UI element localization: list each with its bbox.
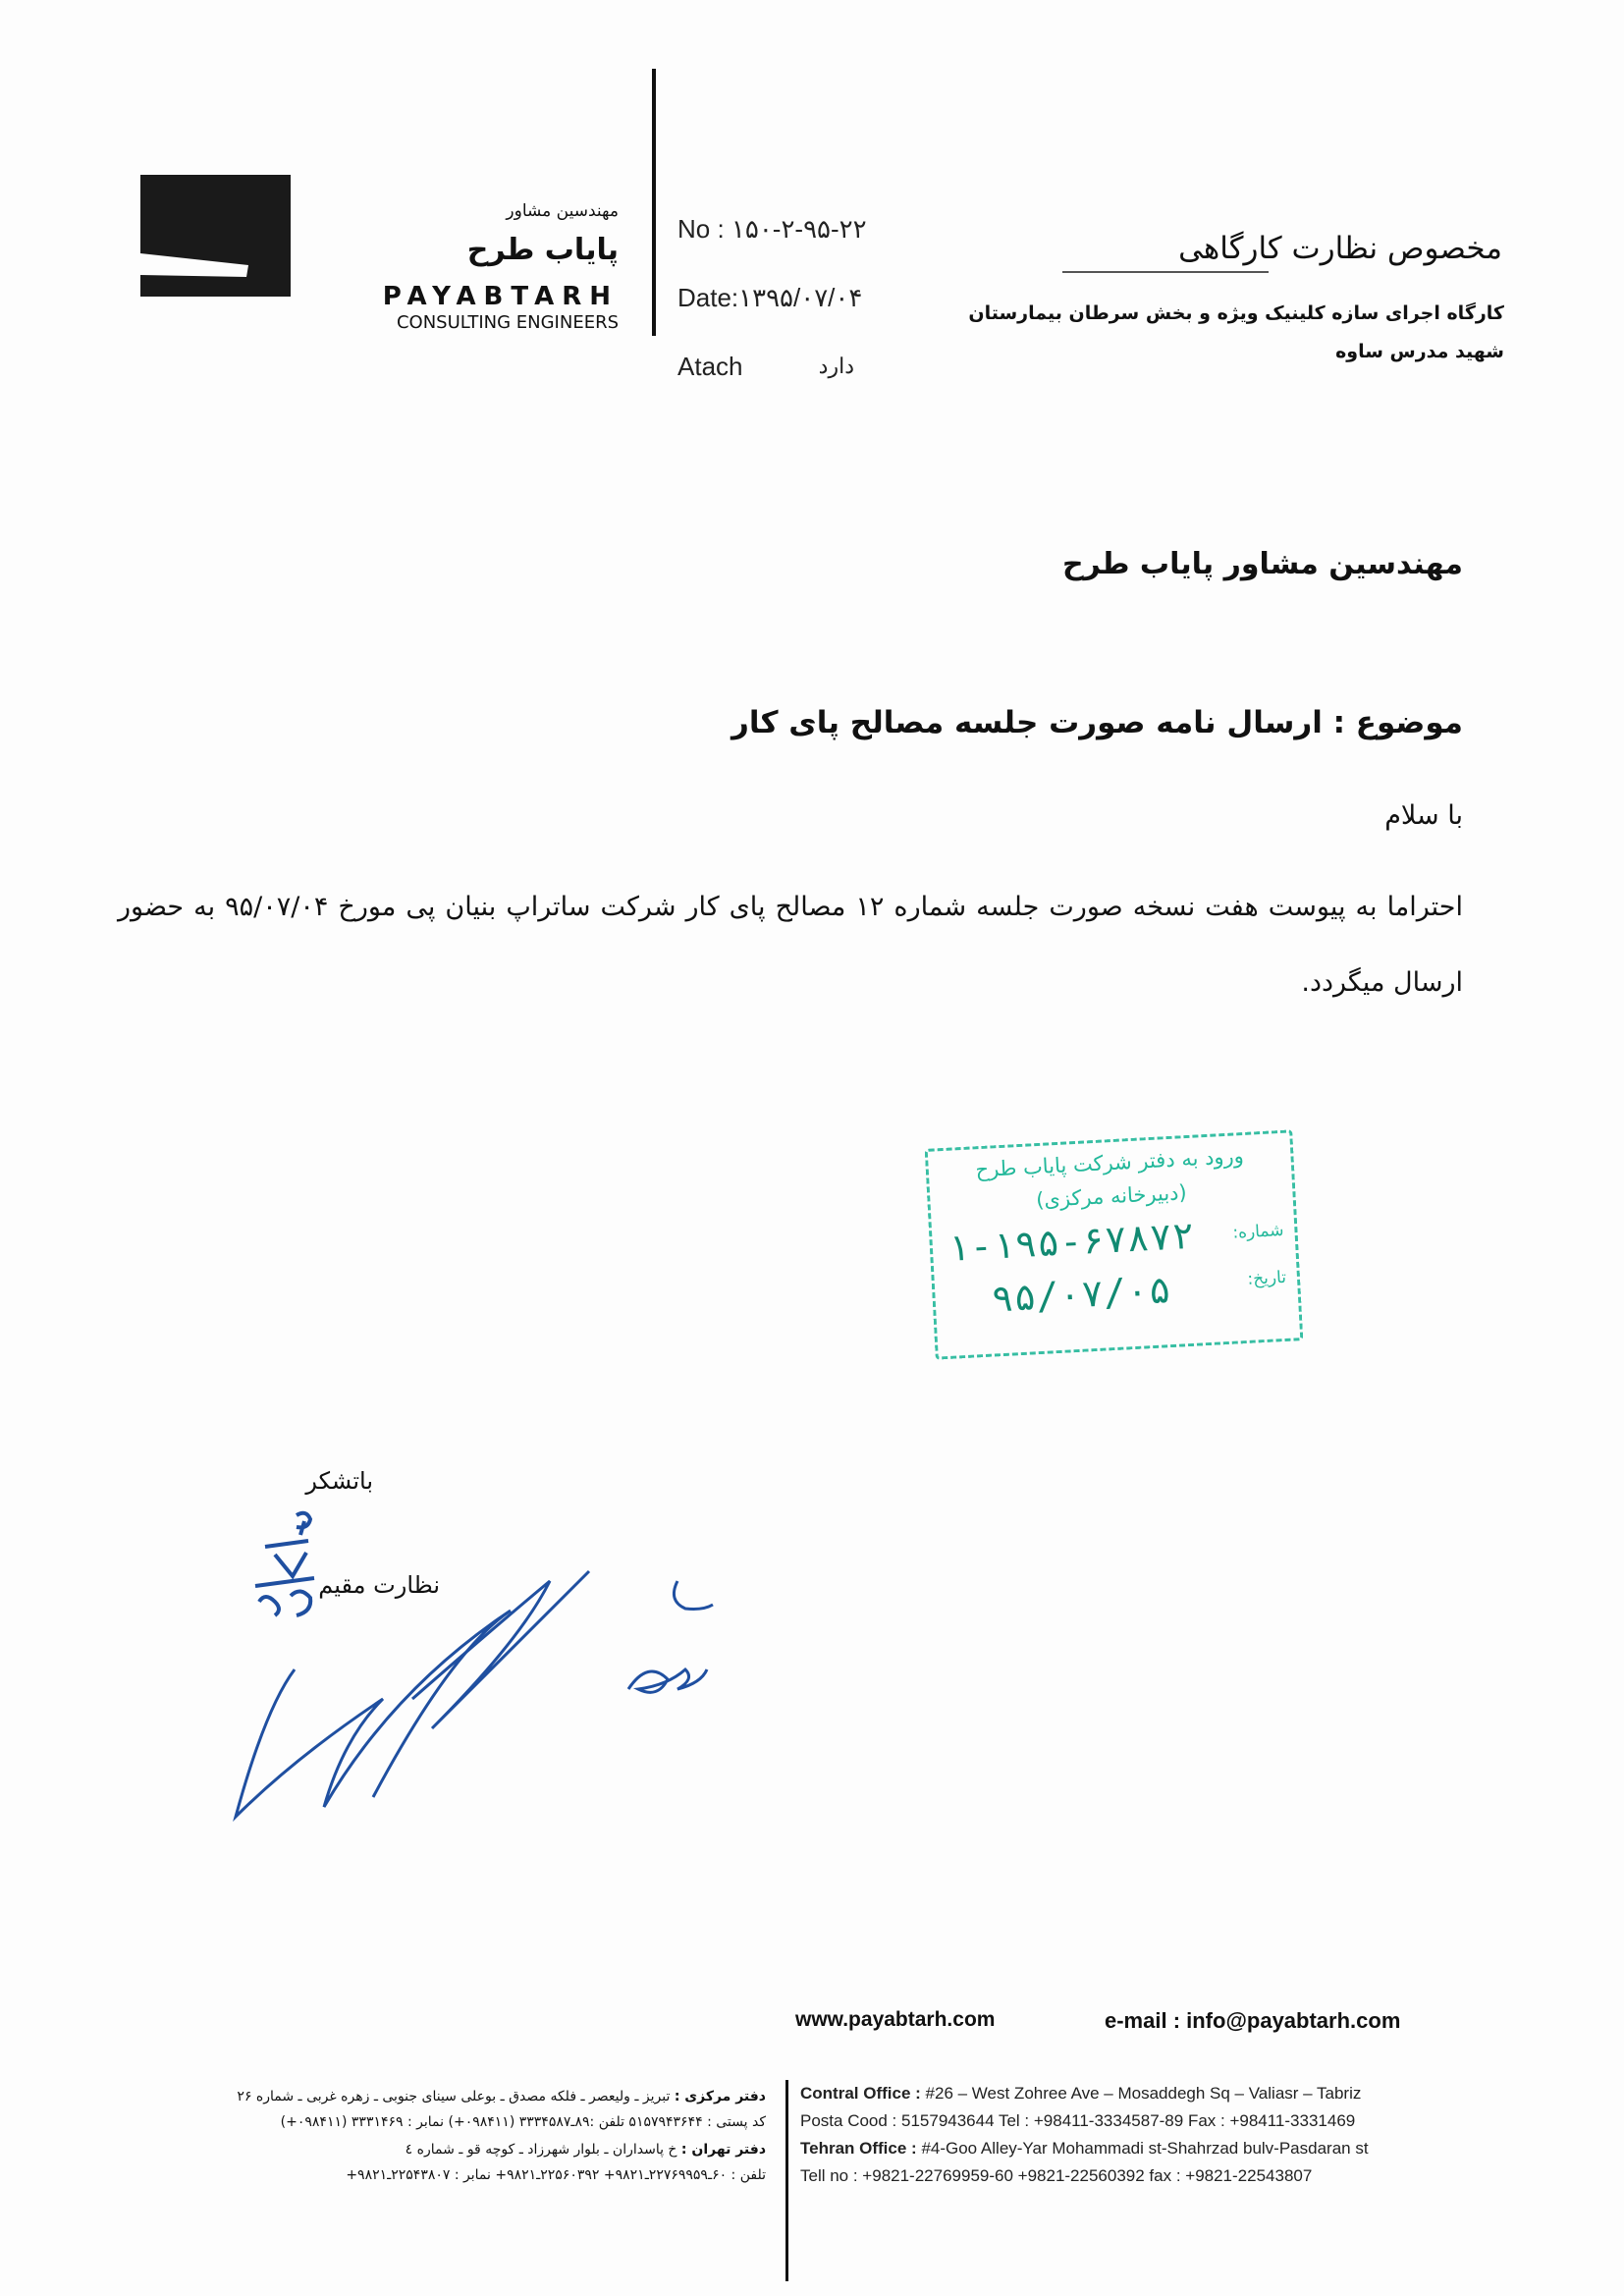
subject: موضوع : ارسال نامه صورت جلسه مصالح پای کار: [731, 705, 1463, 740]
stamp-subtitle: (دبیرخانه مرکزی): [1035, 1180, 1188, 1213]
footer-fa-postal: کد پستی : ۵۱۵۷۹۴۳۶۴۴ تلفن :۸۹ـ۳۳۳۴۵۸۷ (۰۹۸۴۱۱+) نمابر : ۳۳۳۱۴۶۹ (۰۹۸۴۱۱+): [280, 2114, 766, 2130]
logo-fa-subtitle: مهندسین مشاور: [506, 201, 619, 221]
stamp-date-value: ۹۵/۰۷/۰۵: [990, 1268, 1172, 1321]
logo-en-subtitle: CONSULTING ENGINEERS: [396, 312, 619, 333]
handwritten-signature: [216, 1561, 746, 1827]
footer-en-central-label: Contral Office :: [800, 2084, 921, 2103]
project-line-1: کارگاه اجرای سازه کلینیک ویژه و بخش سرطان بیمارستان: [968, 302, 1504, 324]
greeting: با سلام: [1384, 800, 1463, 831]
attachment-value: دارد: [818, 354, 854, 378]
logo-swoosh-icon: [140, 175, 291, 297]
footer-fa-tel: تلفن : ۶۰ـ۲۲۷۶۹۹۵۹ـ۹۸۲۱+ ۲۲۵۶۰۳۹۲ـ۹۸۲۱+ نمابر : ۲۲۵۴۳۸۰۷ـ۹۸۲۱+: [346, 2167, 766, 2183]
project-title: مخصوص نظارت کارگاهی: [1178, 231, 1502, 266]
footer-en-postal: Posta Cood : 5157943644 Tel : +98411-3334587-89 Fax : +98411-3331469: [800, 2111, 1356, 2130]
stamp-date-label: تاریخ:: [1246, 1267, 1287, 1289]
body-paragraph: احتراما به پیوست هفت نسخه صورت جلسه شماره ۱۲ مصالح پای کار شرکت ساتراپ بنیان پی مورخ ۹۵/۰۷/۰۴ به حضور ارسال میگردد.: [118, 892, 1463, 998]
footer-fa-tehran: [79, 2142, 766, 2158]
website-link[interactable]: www.payabtarh.com: [795, 2008, 996, 2031]
header-divider: [652, 69, 656, 336]
stamp-number-label: شماره:: [1231, 1220, 1284, 1243]
letter-date: Date:۱۳۹۵/۰۷/۰۴: [677, 283, 863, 312]
recipient: مهندسین مشاور پایاب طرح: [1061, 547, 1463, 581]
footer-fa-central-address: تبریز ـ ولیعصر ـ فلکه مصدق ـ بوعلی سینای جنوبی ـ زهره غربی ـ شماره ۲۶: [237, 2089, 671, 2105]
footer-en-tehran-address: #4-Goo Alley-Yar Mohammadi st-Shahrzad bulv-Pasdaran st: [921, 2139, 1369, 2158]
footer-en-tehran: [800, 2139, 1369, 2159]
stamp-number-value: ۱-۱۹۵-۶۷۸۷۲: [946, 1213, 1196, 1270]
letter-number: No : ۱۵۰-۲-۹۵-۲۲: [677, 214, 867, 244]
footer-en-tehran-label: Tehran Office :: [800, 2139, 917, 2158]
footer-fa-central-label: دفتر مرکزی :: [674, 2089, 766, 2105]
logo-mark: [140, 175, 291, 297]
footer-en-central: [800, 2084, 1361, 2104]
attachment-label: Atach: [677, 352, 743, 381]
footer-en-central-address: #26 – West Zohree Ave – Mosaddegh Sq – Valiasr – Tabriz: [925, 2084, 1362, 2103]
project-title-underline: [1062, 271, 1269, 273]
email-link[interactable]: e-mail : info@payabtarh.com: [1105, 2008, 1401, 2033]
footer-en-tel: Tell no : +9821-22769959-60 +9821-22560392 fax : +9821-22543807: [800, 2166, 1313, 2185]
signer-role: نظارت مقیم: [318, 1571, 440, 1599]
closing-thanks: باتشکر: [305, 1467, 373, 1495]
footer-fa-tehran-label: دفتر تهران :: [680, 2142, 766, 2158]
footer-fa-central: [79, 2089, 766, 2105]
logo-en-name: PAYABTARH: [382, 282, 619, 311]
stamp-title: ورود به دفتر شرکت پایاب طرح: [974, 1143, 1245, 1182]
footer-fa-tehran-address: خ پاسداران ـ بلوار شهرزاد ـ کوچه قو ـ شماره ٤: [405, 2142, 677, 2158]
footer-divider: [785, 2080, 788, 2281]
logo-fa-name: پایاب طرح: [466, 233, 619, 267]
project-line-2: شهید مدرس ساوه: [1335, 341, 1504, 362]
receipt-stamp: [925, 1129, 1304, 1359]
